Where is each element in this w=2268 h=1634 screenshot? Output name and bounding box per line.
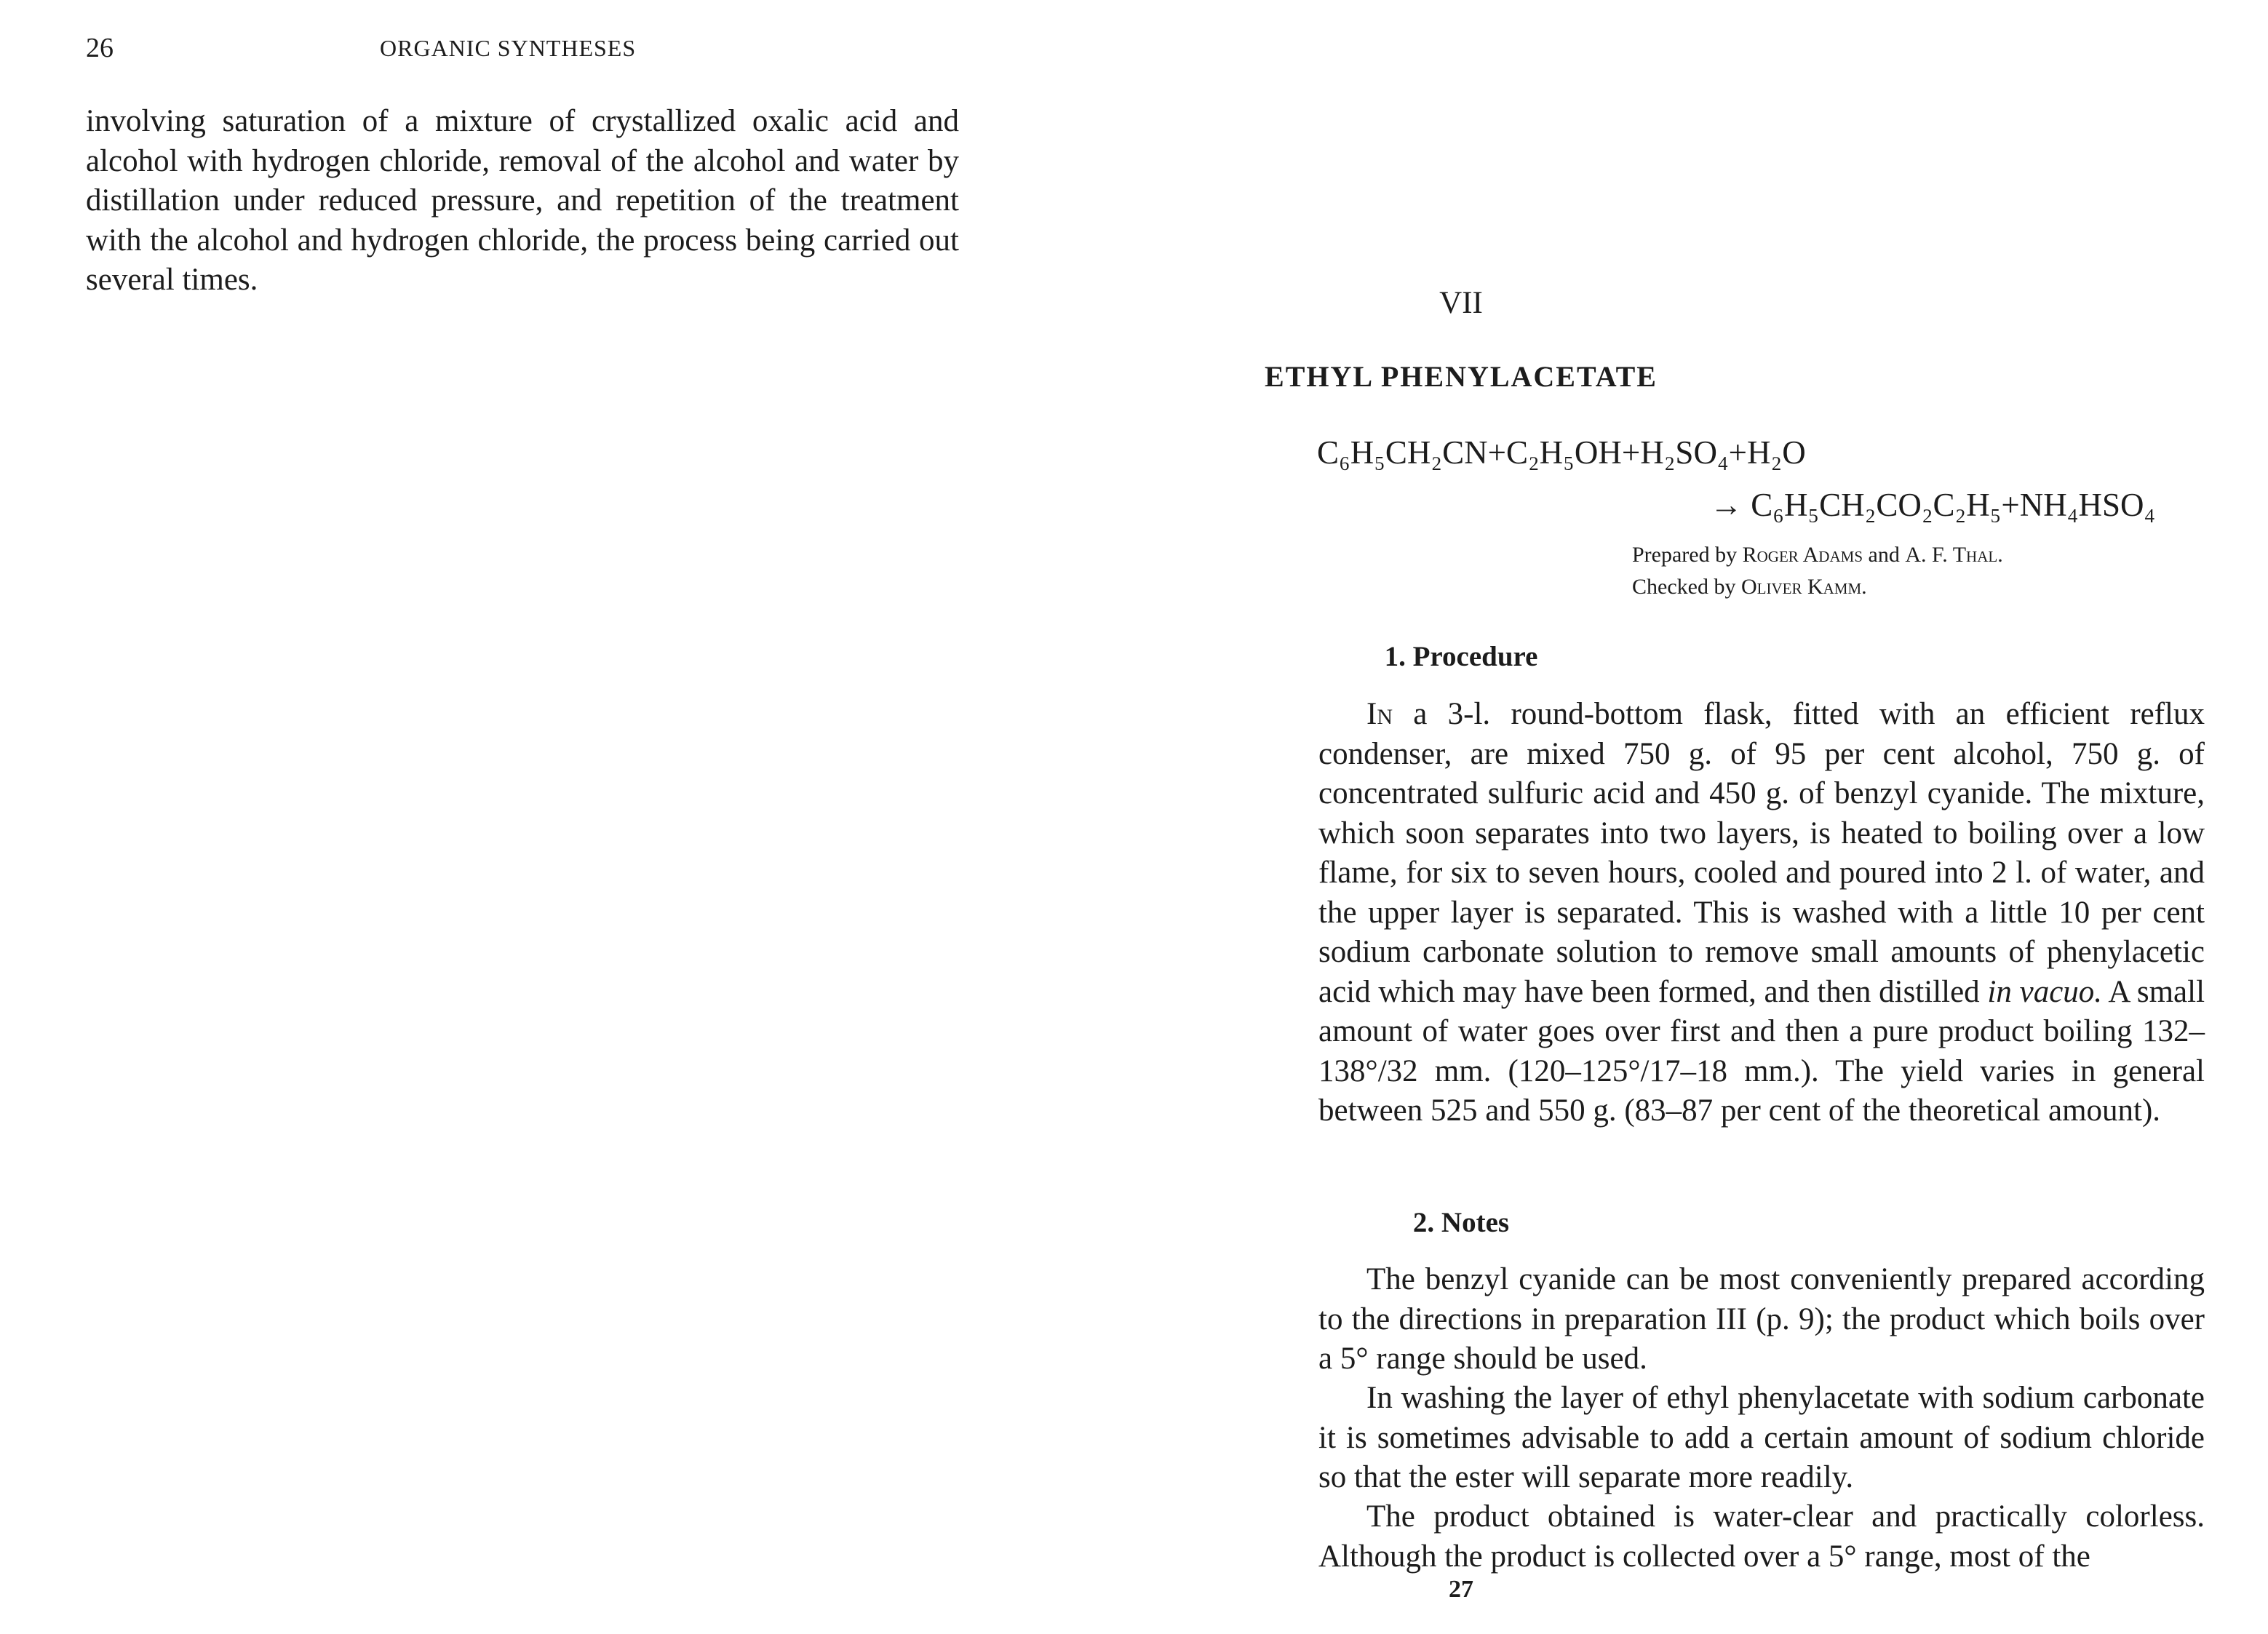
- right-page: [1134, 0, 2268, 1634]
- procedure-text-1: a 3-l. round-bottom flask, fitted with an efficient reflux condenser, are mixed 750 g. of 95 per cent alcohol, 750 g. of concentrated sulfuric acid and 450 g. of benzyl cyanide. The mixture, which soon separates into two layers, is heated to boiling over a low flame, for six to seven hours, cooled and poured into 2 l. of water, and the upper layer is separated. This is washed with a little 10 per cent sodium carbonate solution to remove small amounts of phenylacetic acid which may have been formed, and then distilled: [1318, 697, 2205, 1009]
- left-paragraph: involving saturation of a mixture of crystallized oxalic acid and alcohol with hydrogen chloride, removal of the alcohol and water by distillation under reduced pressure, and repetition of the treatment with the alcohol and hydrogen chloride, the process being carried out several times.: [86, 104, 959, 297]
- prepared-and: and: [1868, 543, 1900, 567]
- procedure-text-2: A small amount of water goes over first and then a pure product boiling 132–138°/32 mm. (120–125°/17–18 mm.). The yield varies in general between 525 and 550 g. (83–87 per cent of the theoretical amount).: [1318, 974, 2205, 1128]
- running-title: ORGANIC SYNTHESES: [380, 35, 637, 61]
- note-paragraph-1: The benzyl cyanide can be most conveniently prepared according to the directions in preparation III (p. 9); the product which boils over a 5° range should be used.: [1318, 1262, 2205, 1376]
- equation-products: → C₆H₅CH₂CO₂C₂H₅+NH₄HSO₄: [1710, 487, 2156, 523]
- prepared-author-1: Roger Adams: [1742, 543, 1863, 567]
- equation-reactants: C₆H₅CH₂CN+C₂H₅OH+H₂SO₄+H₂O: [1317, 434, 1806, 471]
- procedure-italic: in vacuo.: [1987, 974, 2103, 1009]
- note-paragraph-2: In washing the layer of ethyl phenylacetate with sodium carbonate it is sometimes advisable to add a certain amount of sodium chloride so that the ester will separate more readily.: [1318, 1381, 2205, 1494]
- prepared-prefix: Prepared by: [1632, 543, 1738, 567]
- procedure-heading: 1. Procedure: [1384, 641, 1538, 672]
- note-paragraph-3: The product obtained is water-clear and practically colorless. Although the product is collected over a 5° range, most of the: [1318, 1499, 2205, 1574]
- chapter-number: VII: [1439, 286, 1483, 320]
- prepared-author-2: A. F. Thal.: [1905, 543, 2003, 567]
- checked-author: Oliver Kamm.: [1740, 575, 1867, 599]
- checked-by-line: [1632, 575, 1867, 599]
- checked-prefix: Checked by: [1632, 575, 1736, 599]
- notes-heading: 2. Notes: [1412, 1207, 1510, 1238]
- running-head: [86, 32, 974, 64]
- procedure-lead-in: In: [1366, 697, 1393, 731]
- procedure-paragraph: [1318, 695, 2205, 1131]
- chapter-title: ETHYL PHENYLACETATE: [1265, 360, 1658, 393]
- page-number-left: 26: [86, 33, 114, 63]
- page-number-right: 27: [1449, 1576, 1473, 1603]
- prepared-by-line: [1632, 543, 2003, 567]
